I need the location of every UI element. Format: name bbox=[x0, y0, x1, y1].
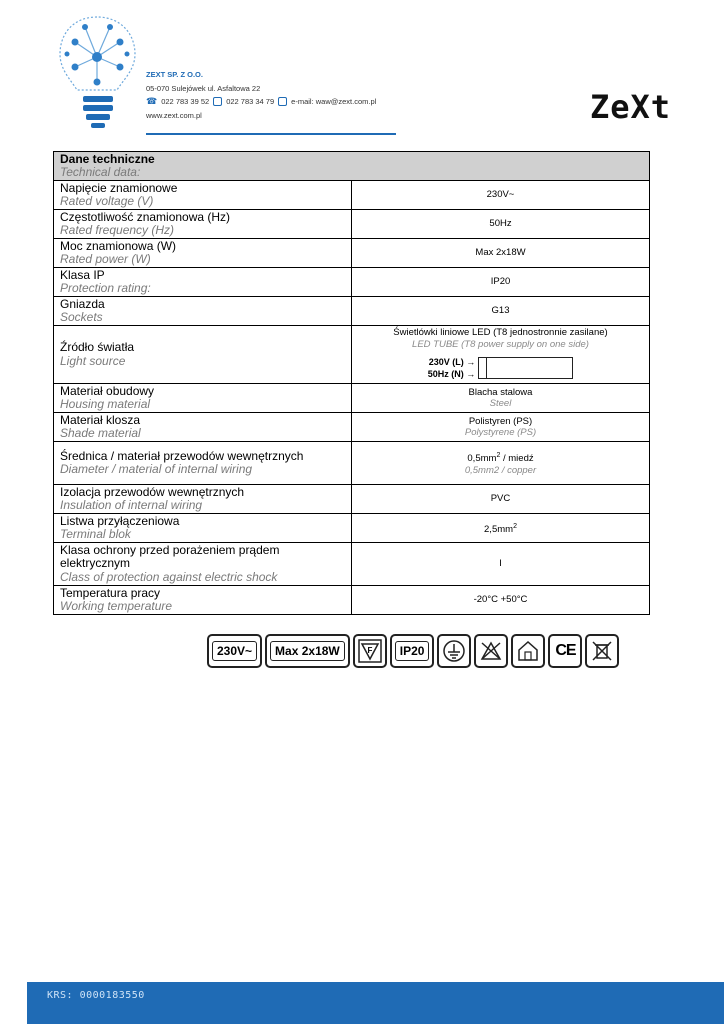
arrow-right-icon: → bbox=[466, 357, 476, 367]
company-info bbox=[146, 68, 376, 122]
row-label bbox=[54, 181, 352, 210]
label-pl: Średnica / materiał przewodów wewnętrznych bbox=[60, 448, 304, 463]
table-row bbox=[54, 268, 650, 297]
row-label bbox=[54, 210, 352, 239]
arrow-right-icon: → bbox=[466, 369, 476, 379]
company-website: www.zext.com.pl bbox=[146, 110, 202, 120]
value-pl: Świetlówki liniowe LED (T8 jednostronnie zasilane) bbox=[393, 327, 608, 338]
label-en: Protection rating: bbox=[60, 281, 151, 295]
label-en: Diameter / material of internal wiring bbox=[60, 462, 253, 476]
row-value bbox=[352, 384, 650, 413]
ip-icon bbox=[390, 634, 435, 668]
power-icon bbox=[265, 634, 350, 668]
tube-icon bbox=[478, 357, 573, 379]
row-value bbox=[352, 514, 650, 543]
row-label bbox=[54, 413, 352, 442]
table-row bbox=[54, 586, 650, 615]
value-pl bbox=[358, 450, 643, 465]
row-label bbox=[54, 485, 352, 514]
label-pl: Temperatura pracy bbox=[60, 585, 161, 600]
row-label bbox=[54, 268, 352, 297]
company-name: ZEXT SP. Z O.O. bbox=[146, 70, 203, 79]
value-pl: Blacha stalowa bbox=[468, 386, 533, 398]
row-value: PVC bbox=[352, 485, 650, 514]
row-value: 50Hz bbox=[352, 210, 650, 239]
tube-label-n: 50Hz (N) bbox=[427, 369, 464, 379]
row-label bbox=[54, 297, 352, 326]
table-row bbox=[54, 514, 650, 543]
row-label bbox=[54, 586, 352, 615]
label-en: Class of protection against electric shock bbox=[60, 569, 278, 584]
label-pl: Materiał obudowy bbox=[60, 383, 155, 398]
technical-data-table bbox=[53, 151, 650, 615]
label-pl: Klasa IP bbox=[60, 267, 105, 282]
company-address: 05-070 Sulejówek ul. Asfaltowa 22 bbox=[146, 83, 261, 93]
table-row bbox=[54, 413, 650, 442]
label-en: Housing material bbox=[60, 397, 151, 411]
row-value: I bbox=[352, 543, 650, 586]
row-value bbox=[352, 442, 650, 485]
flammable-surface-icon bbox=[353, 634, 387, 668]
phone-2: 022 783 34 79 bbox=[226, 97, 275, 106]
ce-mark-icon bbox=[548, 634, 582, 668]
row-value: -20°C +50°C bbox=[352, 586, 650, 615]
table-row bbox=[54, 210, 650, 239]
label-pl: Gniazda bbox=[60, 296, 105, 311]
krs-number: KRS: 0000183550 bbox=[47, 990, 145, 1001]
heading-en: Technical data: bbox=[60, 165, 141, 179]
ce-mark-label: CE bbox=[555, 642, 576, 659]
row-value: Max 2x18W bbox=[352, 239, 650, 268]
company-logo-icon bbox=[55, 12, 140, 132]
voltage-icon-label: 230V~ bbox=[212, 641, 257, 661]
value-en: LED TUBE (T8 power supply on one side) bbox=[412, 338, 589, 350]
table-row bbox=[54, 442, 650, 485]
label-en: Sockets bbox=[60, 310, 103, 324]
power-icon-label: Max 2x18W bbox=[270, 641, 345, 661]
value-en: 0,5mm2 / copper bbox=[464, 464, 537, 476]
ground-icon bbox=[437, 634, 471, 668]
table-row bbox=[54, 384, 650, 413]
label-en: Rated power (W) bbox=[60, 252, 151, 266]
ip-icon-label: IP20 bbox=[395, 641, 430, 661]
label-en: Rated frequency (Hz) bbox=[60, 223, 175, 237]
no-cover-insulation-icon bbox=[474, 634, 508, 668]
row-label bbox=[54, 384, 352, 413]
header-divider bbox=[146, 133, 396, 135]
table-row bbox=[54, 485, 650, 514]
label-pl: Listwa przyłączeniowa bbox=[60, 513, 180, 528]
label-pl: Klasa ochrony przed porażeniem prądem elektrycznym bbox=[60, 542, 280, 571]
table-row bbox=[54, 181, 650, 210]
row-value: 230V~ bbox=[352, 181, 650, 210]
table-row bbox=[54, 326, 650, 384]
label-en: Working temperature bbox=[60, 599, 173, 613]
row-value: G13 bbox=[352, 297, 650, 326]
row-value bbox=[352, 413, 650, 442]
label-en: Terminal blok bbox=[60, 527, 131, 541]
page-header bbox=[0, 0, 724, 150]
row-value bbox=[352, 326, 650, 384]
label-pl: Materiał klosza bbox=[60, 412, 141, 427]
company-email: e-mail: waw@zext.com.pl bbox=[291, 97, 377, 106]
value-en: Steel bbox=[489, 398, 512, 409]
table-row bbox=[54, 239, 650, 268]
phone-icon: ☎ bbox=[146, 96, 158, 106]
label-en: Rated voltage (V) bbox=[60, 194, 154, 208]
svg-text:F: F bbox=[367, 646, 373, 655]
row-label bbox=[54, 543, 352, 586]
row-label bbox=[54, 514, 352, 543]
label-pl: Napięcie znamionowe bbox=[60, 180, 178, 195]
label-en: Shade material bbox=[60, 426, 141, 440]
row-label bbox=[54, 326, 352, 384]
value-part: / miedź bbox=[500, 453, 534, 465]
indoor-use-icon bbox=[511, 634, 545, 668]
value-en: Polystyrene (PS) bbox=[464, 427, 537, 438]
heading-pl: Dane techniczne bbox=[60, 151, 155, 166]
row-label bbox=[54, 442, 352, 485]
brand-logo: ZeXt bbox=[590, 88, 672, 126]
voltage-icon bbox=[207, 634, 262, 668]
fax-icon bbox=[213, 97, 222, 106]
value-pl: Polistyren (PS) bbox=[468, 415, 533, 427]
label-en: Light source bbox=[60, 353, 126, 368]
table-row bbox=[54, 543, 650, 586]
label-pl: Izolacja przewodów wewnętrznych bbox=[60, 484, 245, 499]
value-part: 2,5mm bbox=[484, 523, 514, 535]
table-heading bbox=[54, 152, 650, 181]
certification-icons bbox=[207, 634, 619, 668]
label-pl: Moc znamionowa (W) bbox=[60, 238, 177, 253]
page-footer bbox=[27, 982, 724, 1024]
row-value: IP20 bbox=[352, 268, 650, 297]
table-heading-row bbox=[54, 152, 650, 181]
phone-1: 022 783 39 52 bbox=[161, 97, 210, 106]
value-sup: 2 bbox=[513, 522, 517, 530]
value-part: 0,5mm bbox=[467, 453, 497, 465]
weee-bin-icon bbox=[585, 634, 619, 668]
email-icon bbox=[278, 97, 287, 106]
label-pl: Częstotliwość znamionowa (Hz) bbox=[60, 209, 231, 224]
table-row bbox=[54, 297, 650, 326]
label-en: Insulation of internal wiring bbox=[60, 498, 203, 512]
row-label bbox=[54, 239, 352, 268]
led-tube-diagram bbox=[358, 356, 643, 380]
value-sup: 2 bbox=[496, 451, 501, 459]
tube-label-l: 230V (L) bbox=[428, 357, 464, 367]
label-pl: Źródło światła bbox=[60, 340, 135, 354]
tube-wiring-labels bbox=[428, 356, 476, 380]
